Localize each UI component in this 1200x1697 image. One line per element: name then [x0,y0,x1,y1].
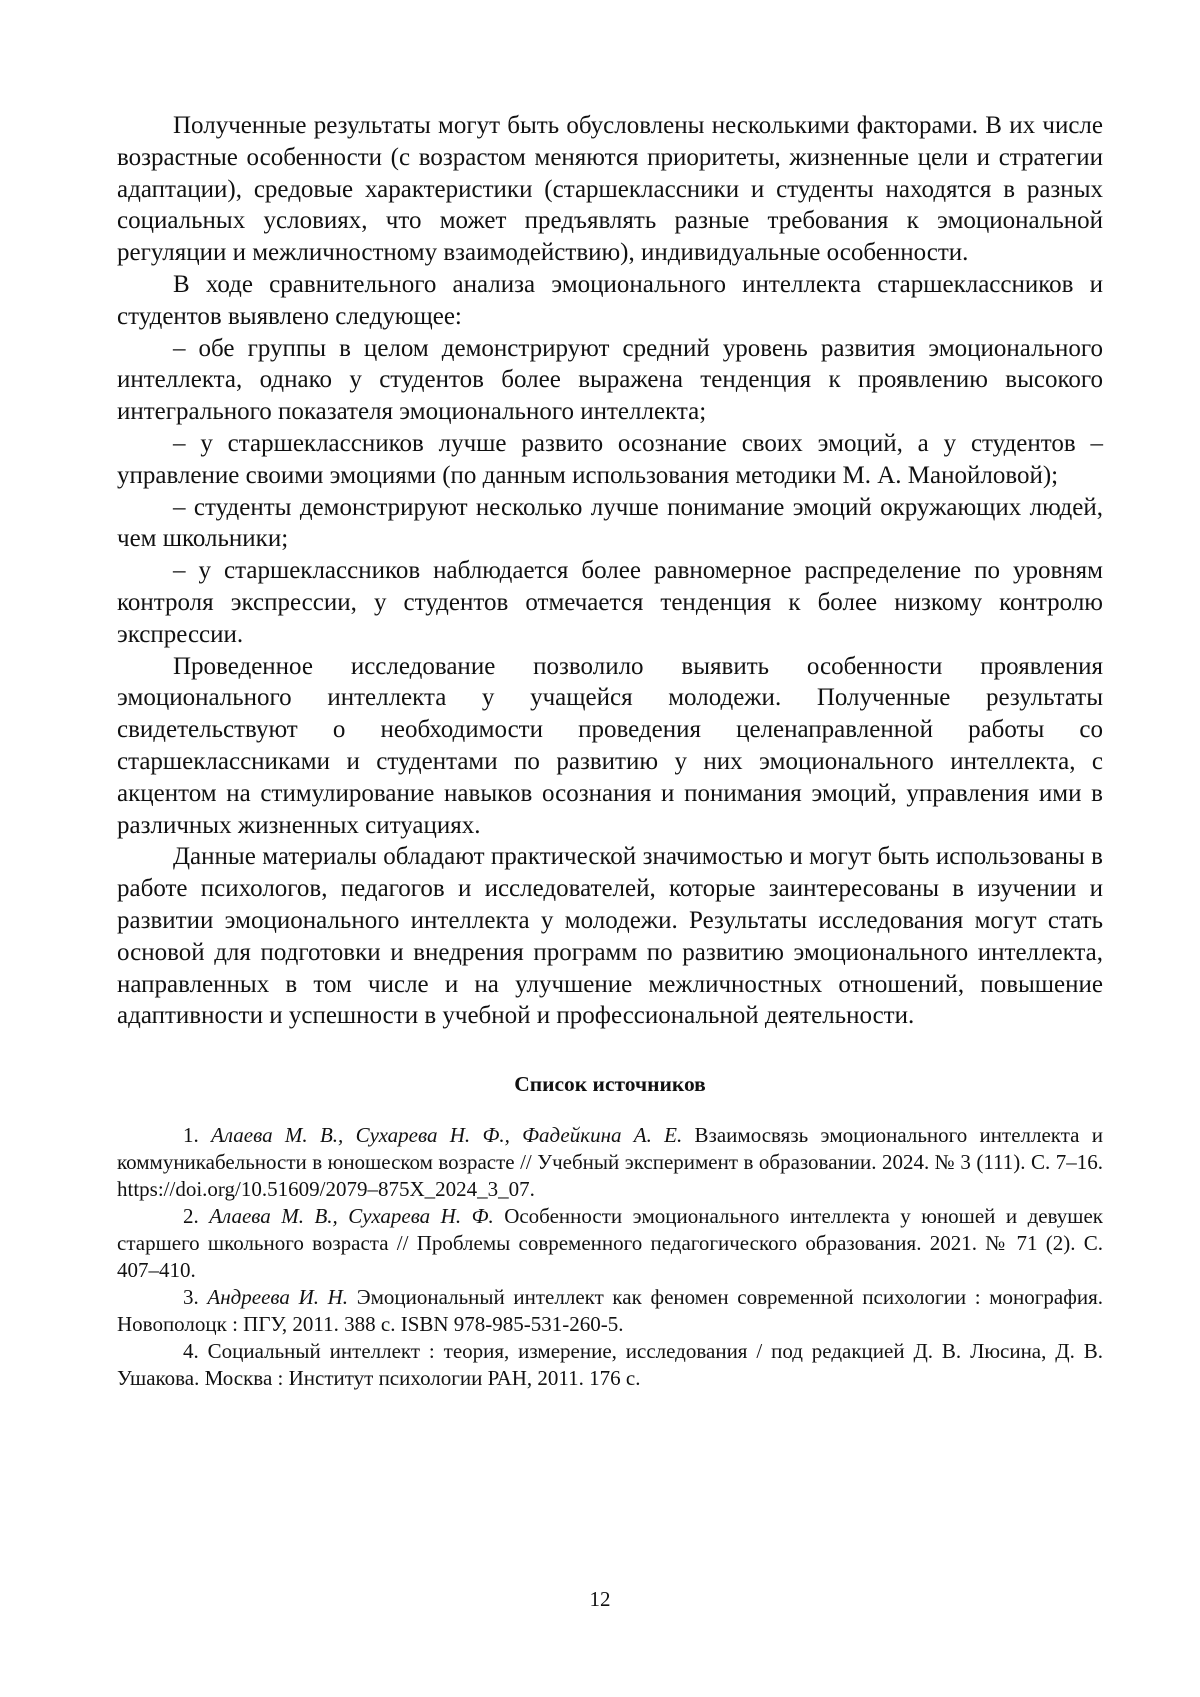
list-item-finding-3: – студенты демонстрируют несколько лучше понимание эмоций окружающих людей, чем школьники; [117,493,1103,553]
references-title: Список источников [514,1072,706,1097]
reference-item [117,1122,1103,1203]
reference-text: Эмоциональный интеллект как феномен современной психологии : монография. Новополоцк : ПГУ, 2011. 388 с. ISBN 978-985-531-260-5. [117,1285,1103,1337]
reference-item [117,1338,1103,1392]
list-item-finding-4: – у старшеклассников наблюдается более равномерное распределение по уровням контроля экспрессии, у студентов отмечается тенденция к более низкому контролю экспрессии. [117,557,1103,648]
page-number: 12 [589,1587,611,1611]
paragraph-factors: Полученные результаты могут быть обусловлены несколькими факторами. В их числе возрастные особенности (с возрастом меняются приоритеты, жизненные цели и стратегии адаптации), средовые характеристики (старшеклассники и студенты находятся в разных социальных условиях, что может предъявлять разные требования к эмоциональной регуляции и межличностному взаимодействию), индивидуальные особенности. [117,112,1103,267]
paragraph-analysis-intro: В ходе сравнительного анализа эмоционального интеллекта старшеклассников и студентов выявлено следующее: [117,270,1103,330]
list-item-finding-1: – обе группы в целом демонстрируют средний уровень развития эмоционального интеллекта, однако у студентов более выражена тенденция к проявлению высокого интегрального показателя эмоционального интеллекта; [117,334,1103,426]
reference-authors: Алаева М. В., Сухарева Н. Ф. [209,1204,494,1229]
list-item-finding-2: – у старшеклассников лучше развито осознание своих эмоций, а у студентов – управление своими эмоциями (по данным использования методики М. А. Манойловой); [117,429,1103,489]
reference-number: 4. [183,1339,208,1364]
reference-text: Особенности эмоционального интеллекта у юношей и девушек старшего школьного возраста // Проблемы современного педагогического образования. 2021. № 71 (2). С. 407–410. [117,1204,1103,1283]
reference-authors: Андреева И. Н. [207,1285,349,1310]
reference-text: Социальный интеллект : теория, измерение, исследования / под редакцией Д. В. Люсина, Д. В. Ушакова. Москва : Институт психологии РАН, 2011. 176 с. [117,1339,1103,1391]
reference-item [117,1284,1103,1338]
reference-number: 1. [183,1123,212,1148]
reference-text: Взаимосвязь эмоционального интеллекта и коммуникабельности в юношеском возрасте // Учебный эксперимент в образовании. 2024. № 3 (111). С. 7–16. https://doi.org/10.51609/2079–875X_2024_3_07. [117,1123,1104,1202]
paragraph-conclusion: Проведенное исследование позволило выявить особенности проявления эмоционального интеллекта у учащейся молодежи. Полученные результаты свидетельствуют о необходимости проведения целенаправленной работы со старшеклассниками и студентами по развитию у них эмоционального интеллекта, с акцентом на стимулирование навыков осознания и понимания эмоций, управления ими в различных жизненных ситуациях. [117,652,1103,839]
body-text [117,110,1103,1032]
references-list [117,1122,1103,1392]
reference-number: 2. [183,1204,210,1229]
reference-authors: Алаева М. В., Сухарева Н. Ф., Фадейкина А. Е. [211,1123,683,1148]
reference-item [117,1203,1103,1284]
document-page [117,110,1103,1392]
paragraph-significance: Данные материалы обладают практической значимостью и могут быть использованы в работе психологов, педагогов и исследователей, которые заинтересованы в изучении и развитии эмоционального интеллекта у молодежи. Результаты исследования могут стать основой для подготовки и внедрения программ по развитию эмоционального интеллекта, направленных в том числе и на улучшение межличностных отношений, повышение адаптивности и успешности в учебной и профессиональной деятельности. [117,843,1103,1030]
reference-number: 3. [183,1285,208,1310]
